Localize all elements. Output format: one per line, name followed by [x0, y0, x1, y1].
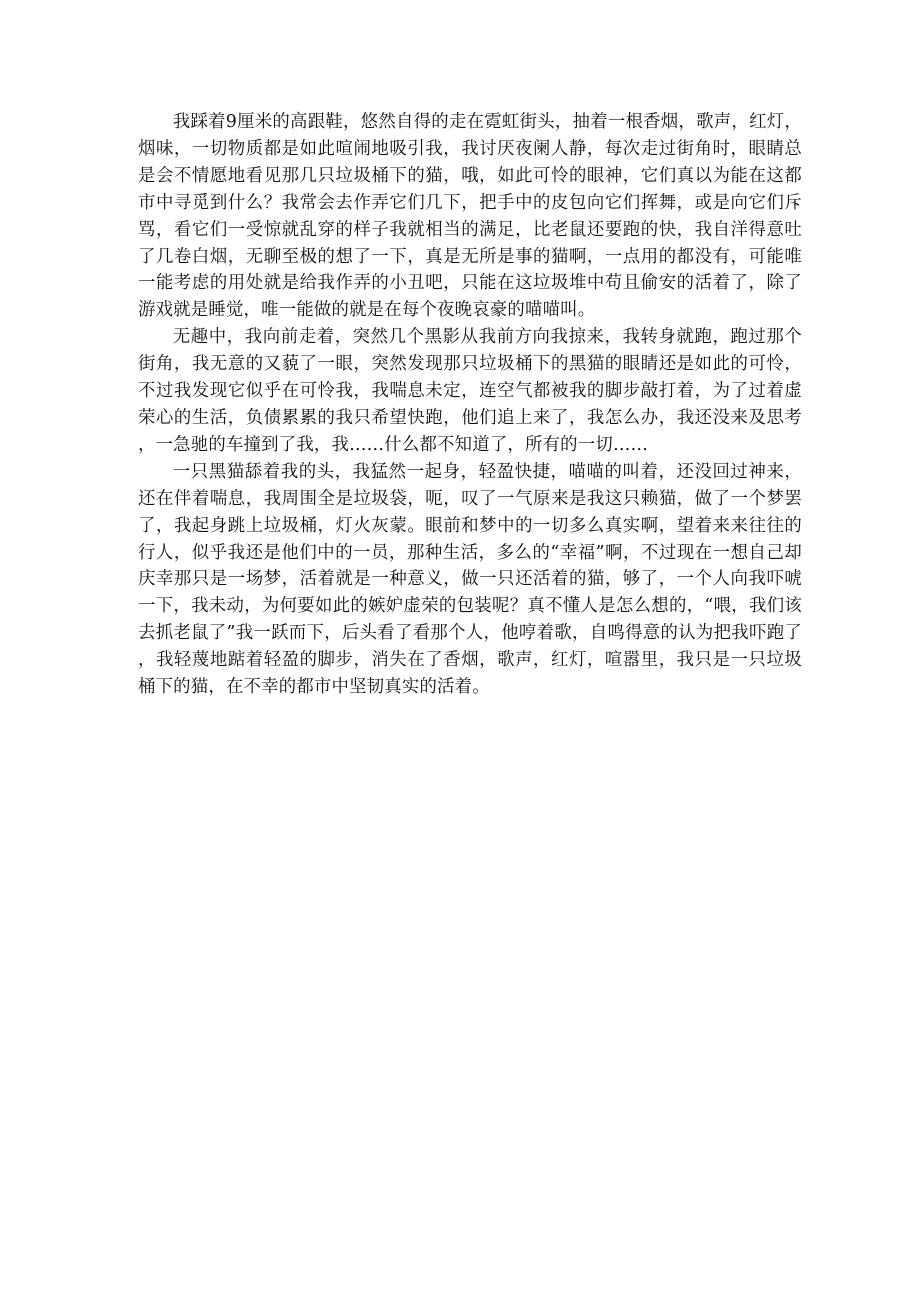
document-body: [138, 109, 802, 701]
paragraph-2: 无趣中，我向前走着，突然几个黑影从我前方向我掠来，我转身就跑，跑过那个街角，我无意的又藐了一眼，突然发现那只垃圾桶下的黑猫的眼睛还是如此的可怜，不过我发现它似乎在可怜我，我喘息未定，连空气都被我的脚步敲打着，为了过着虚荣心的生活，负债累累的我只希望快跑，他们追上来了，我怎么办，我还没来及思考，一急驰的车撞到了我，我……什么都不知道了，所有的一切……: [138, 327, 802, 455]
paragraph-3: 一只黑猫舔着我的头，我猛然一起身，轻盈快捷，喵喵的叫着，还没回过神来，还在伴着喘息，我周围全是垃圾袋，呃，叹了一气原来是我这只赖猫，做了一个梦罢了，我起身跳上垃圾桶，灯火灰蒙。眼前和梦中的一切多么真实啊，望着来来往往的行人，似乎我还是他们中的一员，那种生活，多么的“幸福”啊，不过现在一想自己却庆幸那只是一场梦，活着就是一种意义，做一只还活着的猫，够了，一个人向我吓唬一下，我未动，为何要如此的嫉妒虚荣的包装呢？真不懂人是怎么想的，“喂，我们该去抓老鼠了”我一跃而下，后头看了看那个人，他哼着歌，自鸣得意的认为把我吓跑了，我轻蔑地踮着轻盈的脚步，消失在了香烟，歌声，红灯，喧嚣里，我只是一只垃圾桶下的猫，在不幸的都市中坚韧真实的活着。: [138, 461, 802, 698]
paragraph-1: 我踩着9厘米的高跟鞋，悠然自得的走在霓虹街头，抽着一根香烟，歌声，红灯，烟味，一切物质都是如此喧闹地吸引我，我讨厌夜阑人静，每次走过街角时，眼睛总是会不情愿地看见那几只垃圾桶下的猫，哦，如此可怜的眼神，它们真以为能在这都市中寻觅到什么？我常会去作弄它们几下，把手中的皮包向它们挥舞，或是向它们斥骂，看它们一受惊就乱穿的样子我就相当的满足，比老鼠还要跑的快，我自洋得意吐了几卷白烟，无聊至极的想了一下，真是无所是事的猫啊，一点用的都没有，可能唯一能考虑的用处就是给我作弄的小丑吧，只能在这垃圾堆中苟且偷安的活着了，除了游戏就是睡觉，唯一能做的就是在每个夜晚哀豪的喵喵叫。: [138, 112, 802, 321]
